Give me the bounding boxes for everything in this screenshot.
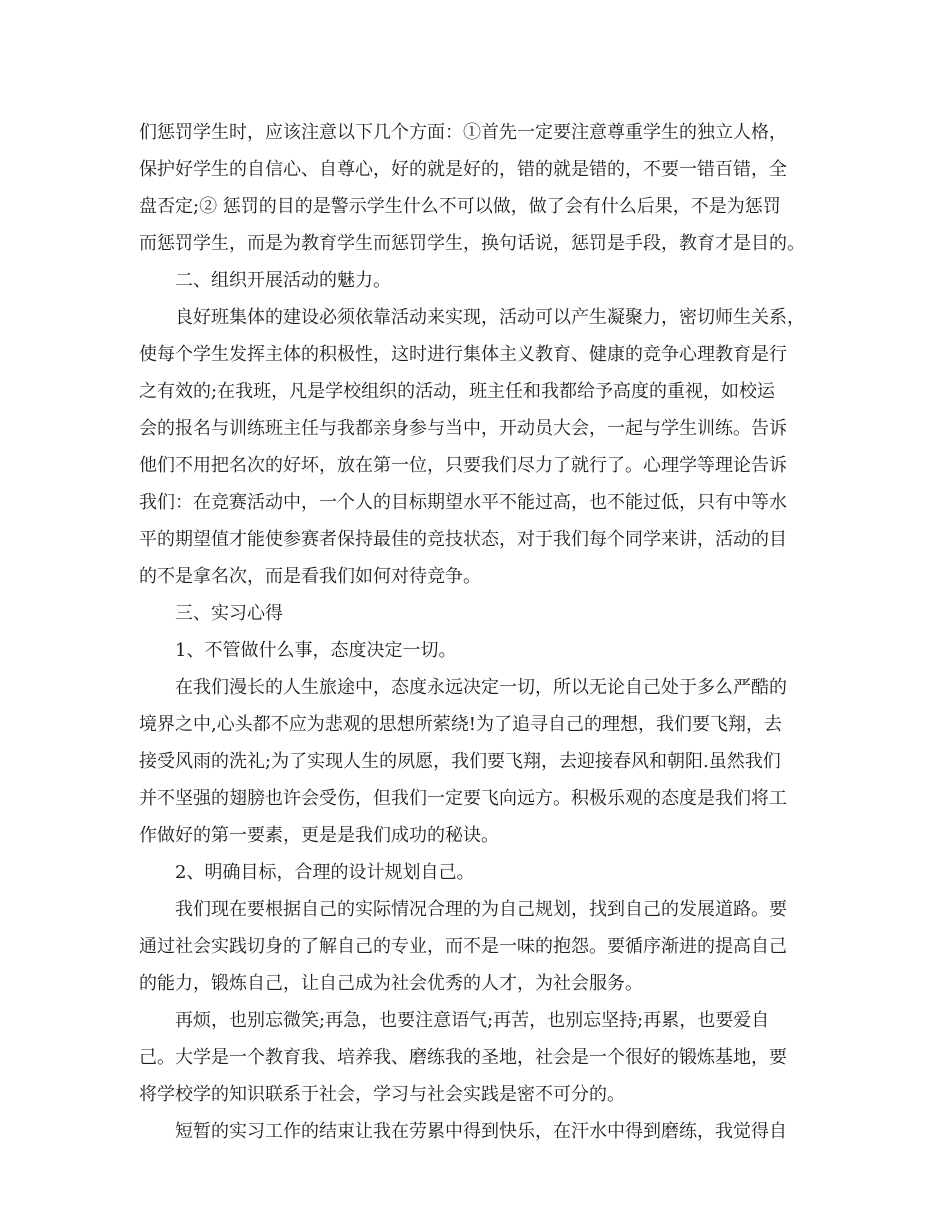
text-line: 接受风雨的洗礼;为了实现人生的夙愿，我们要飞翔，去迎接春风和朝阳.虽然我们 [139,751,781,772]
text-line: 而惩罚学生，而是为教育学生而惩罚学生，换句话说，惩罚是手段，教育才是目的。 [139,233,805,254]
document-body [139,114,829,1150]
text-line: 我们现在要根据自己的实际情况合理的为自己规划，找到自己的发展道路。要 [175,899,787,920]
text-line: 会的报名与训练班主任与我都亲身参与当中，开动员大会，一起与学生训练。告诉 [139,418,787,439]
text-line: 二、组织开展活动的魅力。 [175,270,391,291]
text-line: 将学校学的知识联系于社会，学习与社会实践是密不可分的。 [139,1084,625,1105]
text-line: 盘否定;② 惩罚的目的是警示学生什么不可以做，做了会有什么后果，不是为惩罚 [139,196,781,217]
text-line: 使每个学生发挥主体的积极性，这时进行集体主义教育、健康的竞争心理教育是行 [139,344,787,365]
text-line: 在我们漫长的人生旅途中，态度永远决定一切，所以无论自己处于多么严酷的 [175,677,787,698]
text-line: 并不坚强的翅膀也许会受伤，但我们一定要飞向远方。积极乐观的态度是我们将工 [139,788,787,809]
text-line: 们惩罚学生时，应该注意以下几个方面：①首先一定要注意尊重学生的独立人格， [139,122,787,143]
text-line: 他们不用把名次的好坏，放在第一位，只要我们尽力了就行了。心理学等理论告诉 [139,455,787,476]
text-line: 己。大学是一个教育我、培养我、磨练我的圣地，社会是一个很好的锻炼基地，要 [139,1047,787,1068]
text-line: 1、不管做什么事，态度决定一切。 [175,640,457,661]
text-line: 平的期望值才能使参赛者保持最佳的竞技状态，对于我们每个同学来讲，活动的目 [139,529,787,550]
text-line: 我们：在竞赛活动中，一个人的目标期望水平不能过高，也不能过低，只有中等水 [139,492,787,513]
text-line: 保护好学生的自信心、自尊心，好的就是好的，错的就是错的，不要一错百错，全 [139,159,787,180]
text-line: 2、明确目标，合理的设计规划自己。 [175,862,475,883]
text-line: 三、实习心得 [175,603,283,624]
text-line: 良好班集体的建设必须依靠活动来实现，活动可以产生凝聚力，密切师生关系， [175,307,805,328]
text-line: 通过社会实践切身的了解自己的专业，而不是一味的抱怨。要循序渐进的提高自己 [139,936,787,957]
text-line: 的能力，锻炼自己，让自己成为社会优秀的人才，为社会服务。 [139,973,643,994]
text-line: 的不是拿名次，而是看我们如何对待竞争。 [139,566,481,587]
text-line: 作做好的第一要素，更是是我们成功的秘诀。 [139,825,499,846]
text-line: 之有效的;在我班，凡是学校组织的活动，班主任和我都给予高度的重视，如校运 [139,381,776,402]
text-line: 境界之中,心头都不应为悲观的思想所萦绕!为了追寻自己的理想，我们要飞翔，去 [139,714,782,735]
text-line: 再烦，也别忘微笑;再急，也要注意语气;再苦，也别忘坚持;再累，也要爱自 [175,1010,770,1031]
text-line: 短暂的实习工作的结束让我在劳累中得到快乐，在汗水中得到磨练，我觉得自 [175,1121,787,1142]
